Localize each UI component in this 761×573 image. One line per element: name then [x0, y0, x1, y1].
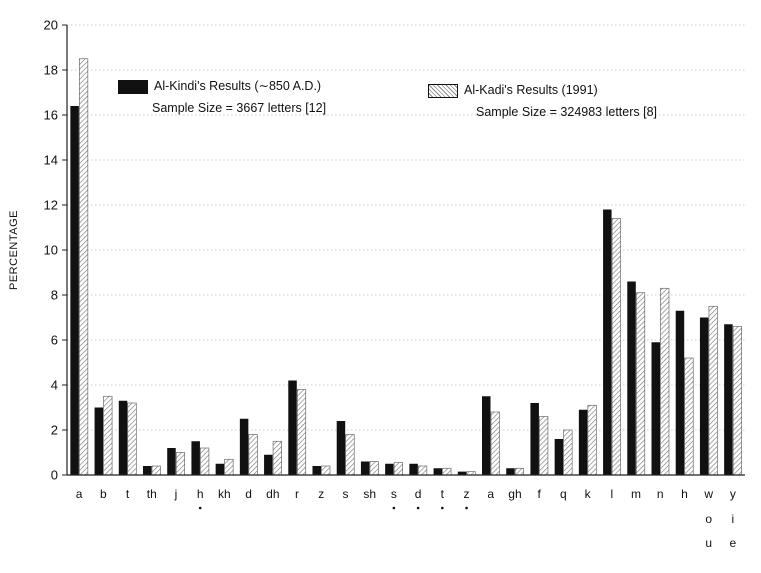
x-tick-label: w: [704, 487, 714, 501]
legend-label-series-2: Al-Kadi's Results (1991): [464, 83, 598, 97]
x-tick-label: a: [487, 487, 495, 501]
bar-series-2: [564, 430, 573, 475]
bar-series-1: [313, 466, 322, 475]
bar-series-1: [361, 462, 370, 476]
y-tick-label: 16: [43, 107, 58, 123]
bar-series-1: [119, 401, 128, 475]
bar-series-2: [418, 466, 427, 475]
bar-series-2: [128, 403, 136, 475]
y-axis-title: PERCENTAGE: [8, 210, 20, 290]
x-tick-label: z: [463, 487, 470, 501]
x-tick-label: dh: [266, 487, 280, 501]
y-tick-label: 2: [50, 422, 58, 438]
y-tick-label: 18: [43, 62, 58, 78]
bar-series-1: [70, 106, 79, 475]
bar-series-2: [588, 405, 597, 475]
bar-series-1: [555, 439, 564, 475]
bar-series-1: [530, 403, 539, 475]
legend-swatch-hatched: [428, 84, 458, 98]
bar-series-1: [264, 455, 273, 475]
bar-series-1: [240, 419, 249, 475]
bar-series-2: [636, 293, 645, 475]
bar-series-2: [346, 435, 355, 476]
bar-series-2: [249, 435, 258, 476]
x-tick-label: gh: [508, 487, 522, 501]
bar-series-2: [539, 417, 548, 476]
bar-series-1: [167, 448, 176, 475]
x-tick-diacritic-dot: [393, 507, 396, 510]
legend-swatch-dark: [118, 80, 148, 94]
y-tick-labels: [44, 18, 58, 483]
bar-series-2: [709, 306, 718, 475]
x-tick-label: k: [584, 487, 591, 501]
bar-series-2: [79, 59, 88, 475]
bar-series-1: [700, 318, 709, 476]
bar-series-1: [191, 441, 200, 475]
x-tick-label: b: [99, 487, 107, 501]
bar-series-2: [685, 358, 694, 475]
y-tick-label: 8: [50, 287, 58, 303]
legend-label-series-1: Al-Kindi's Results (∼850 A.D.): [154, 79, 322, 93]
bar-series-2: [515, 468, 524, 475]
x-tick-sublabel: u: [705, 536, 713, 550]
x-tick-sublabel: o: [705, 512, 713, 526]
x-tick-sublabel: e: [729, 536, 737, 550]
bar-series-1: [434, 468, 443, 475]
bar-series-2: [200, 448, 209, 475]
legend-item-series-2: [428, 83, 598, 98]
x-tick-diacritic-dot: [199, 507, 202, 510]
x-tick-label: j: [174, 487, 178, 501]
bar-series-1: [627, 282, 636, 476]
x-tick-label: h: [681, 487, 688, 501]
x-tick-diacritic-dot: [441, 507, 444, 510]
bar-series-2: [273, 441, 282, 475]
x-tick-label: s: [390, 487, 397, 501]
bar-series-2: [176, 453, 185, 476]
x-tick-label: h: [196, 487, 204, 501]
legend-note-series-1: Sample Size = 3667 letters [12]: [152, 101, 327, 115]
x-tick-label: m: [631, 487, 642, 501]
bar-series-2: [661, 288, 670, 475]
bar-series-1: [676, 311, 685, 475]
bar-series-1: [652, 342, 661, 475]
bar-series-2: [733, 327, 742, 476]
x-tick-label: a: [75, 487, 83, 501]
x-tick-label: d: [414, 487, 422, 501]
legend-note-series-2: Sample Size = 324983 letters [8]: [476, 105, 658, 119]
bar-series-1: [409, 464, 418, 475]
x-tick-label: r: [295, 487, 300, 501]
x-tick-label: t: [125, 487, 130, 501]
x-tick-label: n: [656, 487, 664, 501]
bar-series-1: [724, 324, 733, 475]
x-tick-label: t: [440, 487, 444, 501]
bar-series-2: [370, 462, 379, 476]
x-tick-label: s: [342, 487, 349, 501]
bar-series-1: [579, 410, 588, 475]
bar-series-1: [603, 210, 612, 476]
bar-series-2: [322, 466, 331, 475]
bar-series-1: [288, 381, 297, 476]
bar-series-2: [443, 468, 452, 475]
x-tick-label: sh: [363, 487, 377, 501]
y-tick-label: 14: [43, 152, 58, 168]
bar-series-2: [297, 390, 306, 476]
y-tick-label: 0: [50, 467, 58, 483]
bar-series-2: [225, 459, 234, 475]
bars: [70, 59, 741, 475]
bar-series-1: [337, 421, 346, 475]
bar-series-1: [95, 408, 104, 476]
bar-series-2: [152, 466, 161, 475]
x-tick-sublabel: i: [731, 512, 735, 526]
x-tick-labels: [76, 487, 737, 550]
bar-series-2: [104, 396, 113, 475]
bar-series-1: [216, 464, 225, 475]
bar-series-2: [491, 412, 500, 475]
y-tick-label: 20: [43, 17, 58, 33]
x-tick-label: l: [610, 487, 614, 501]
x-tick-label: d: [245, 487, 252, 501]
x-tick-diacritic-dot: [417, 507, 420, 510]
bar-series-1: [143, 466, 152, 475]
x-tick-label: kh: [218, 487, 231, 501]
x-tick-label: q: [560, 487, 567, 501]
y-tick-label: 4: [50, 377, 58, 393]
bar-series-2: [394, 463, 403, 475]
bar-series-1: [385, 464, 394, 475]
x-tick-diacritic-dot: [465, 507, 468, 510]
x-tick-label: y: [729, 487, 736, 501]
y-tick-label: 6: [50, 332, 58, 348]
x-tick-label: f: [537, 487, 541, 501]
x-tick-label: z: [318, 487, 325, 501]
y-tick-label: 12: [43, 197, 58, 213]
y-axis-title-wrap: [4, 150, 24, 350]
y-tick-label: 10: [43, 242, 58, 258]
bar-series-2: [612, 219, 621, 476]
legend-item-series-1: [118, 78, 321, 94]
bar-series-1: [482, 396, 491, 475]
x-tick-label: th: [146, 487, 157, 501]
bar-series-1: [506, 468, 515, 475]
